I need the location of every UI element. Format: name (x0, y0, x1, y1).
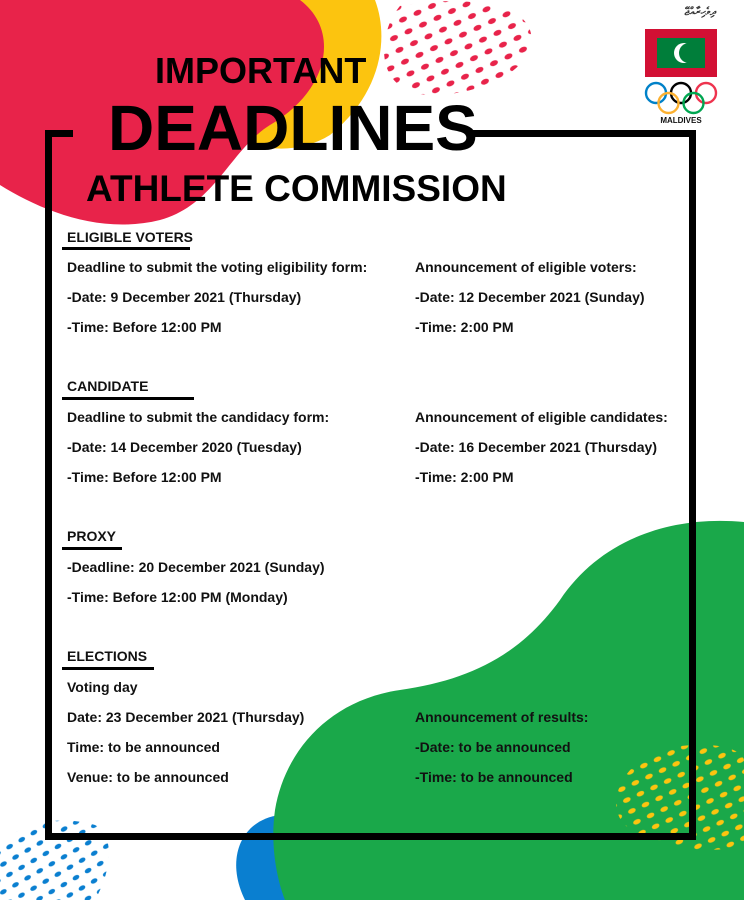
section-underline (62, 667, 154, 670)
section-underline (62, 397, 194, 400)
candidates-announcement-label: Announcement of eligible candidates: (415, 409, 668, 425)
frame-right (689, 130, 696, 840)
dhivehi-script-text: ދިވެހިރާއްޖޭ (684, 6, 716, 18)
results-announcement-time: -Time: to be announced (415, 769, 573, 785)
voting-day-time: Time: to be announced (67, 739, 220, 755)
proxy-deadline-date: -Deadline: 20 December 2021 (Sunday) (67, 559, 325, 575)
voters-announcement-label: Announcement of eligible voters: (415, 259, 637, 275)
voting-day-venue: Venue: to be announced (67, 769, 229, 785)
section-heading: CANDIDATE (67, 378, 149, 394)
voters-deadline-label: Deadline to submit the voting eligibility form: (67, 259, 368, 275)
voting-day-date: Date: 23 December 2021 (Thursday) (67, 709, 305, 725)
candidates-announcement-date: -Date: 16 December 2021 (Thursday) (415, 439, 657, 455)
maldives-flag-icon (645, 29, 717, 77)
results-announcement-label: Announcement of results: (415, 709, 589, 725)
voters-announcement-date: -Date: 12 December 2021 (Sunday) (415, 289, 645, 305)
candidates-announcement-time: -Time: 2:00 PM (415, 469, 514, 485)
title-important: IMPORTANT (155, 50, 367, 91)
section-heading: ELIGIBLE VOTERS (67, 229, 194, 245)
voters-deadline-time: -Time: Before 12:00 PM (67, 319, 222, 335)
olympic-rings-icon (643, 80, 719, 116)
candidacy-deadline-time: -Time: Before 12:00 PM (67, 469, 222, 485)
red-dots (384, 1, 531, 95)
title-athlete-commission: ATHLETE COMMISSION (86, 168, 507, 209)
section-underline (62, 547, 122, 550)
frame-left (45, 130, 52, 840)
section-heading: ELECTIONS (67, 648, 148, 664)
voters-deadline-date: -Date: 9 December 2021 (Thursday) (67, 289, 302, 305)
results-announcement-date: -Date: to be announced (415, 739, 571, 755)
frame-top-left (45, 130, 73, 137)
frame-top-right (472, 130, 696, 137)
voters-announcement-time: -Time: 2:00 PM (415, 319, 514, 335)
proxy-deadline-time: -Time: Before 12:00 PM (Monday) (67, 589, 288, 605)
maldives-label: MALDIVES (660, 116, 702, 125)
voting-day-label: Voting day (67, 679, 138, 695)
candidacy-deadline-label: Deadline to submit the candidacy form: (67, 409, 330, 425)
section-heading: PROXY (67, 528, 117, 544)
candidacy-deadline-date: -Date: 14 December 2020 (Tuesday) (67, 439, 302, 455)
section-underline (62, 247, 190, 250)
frame-bottom (45, 833, 696, 840)
title-deadlines: DEADLINES (108, 92, 478, 164)
